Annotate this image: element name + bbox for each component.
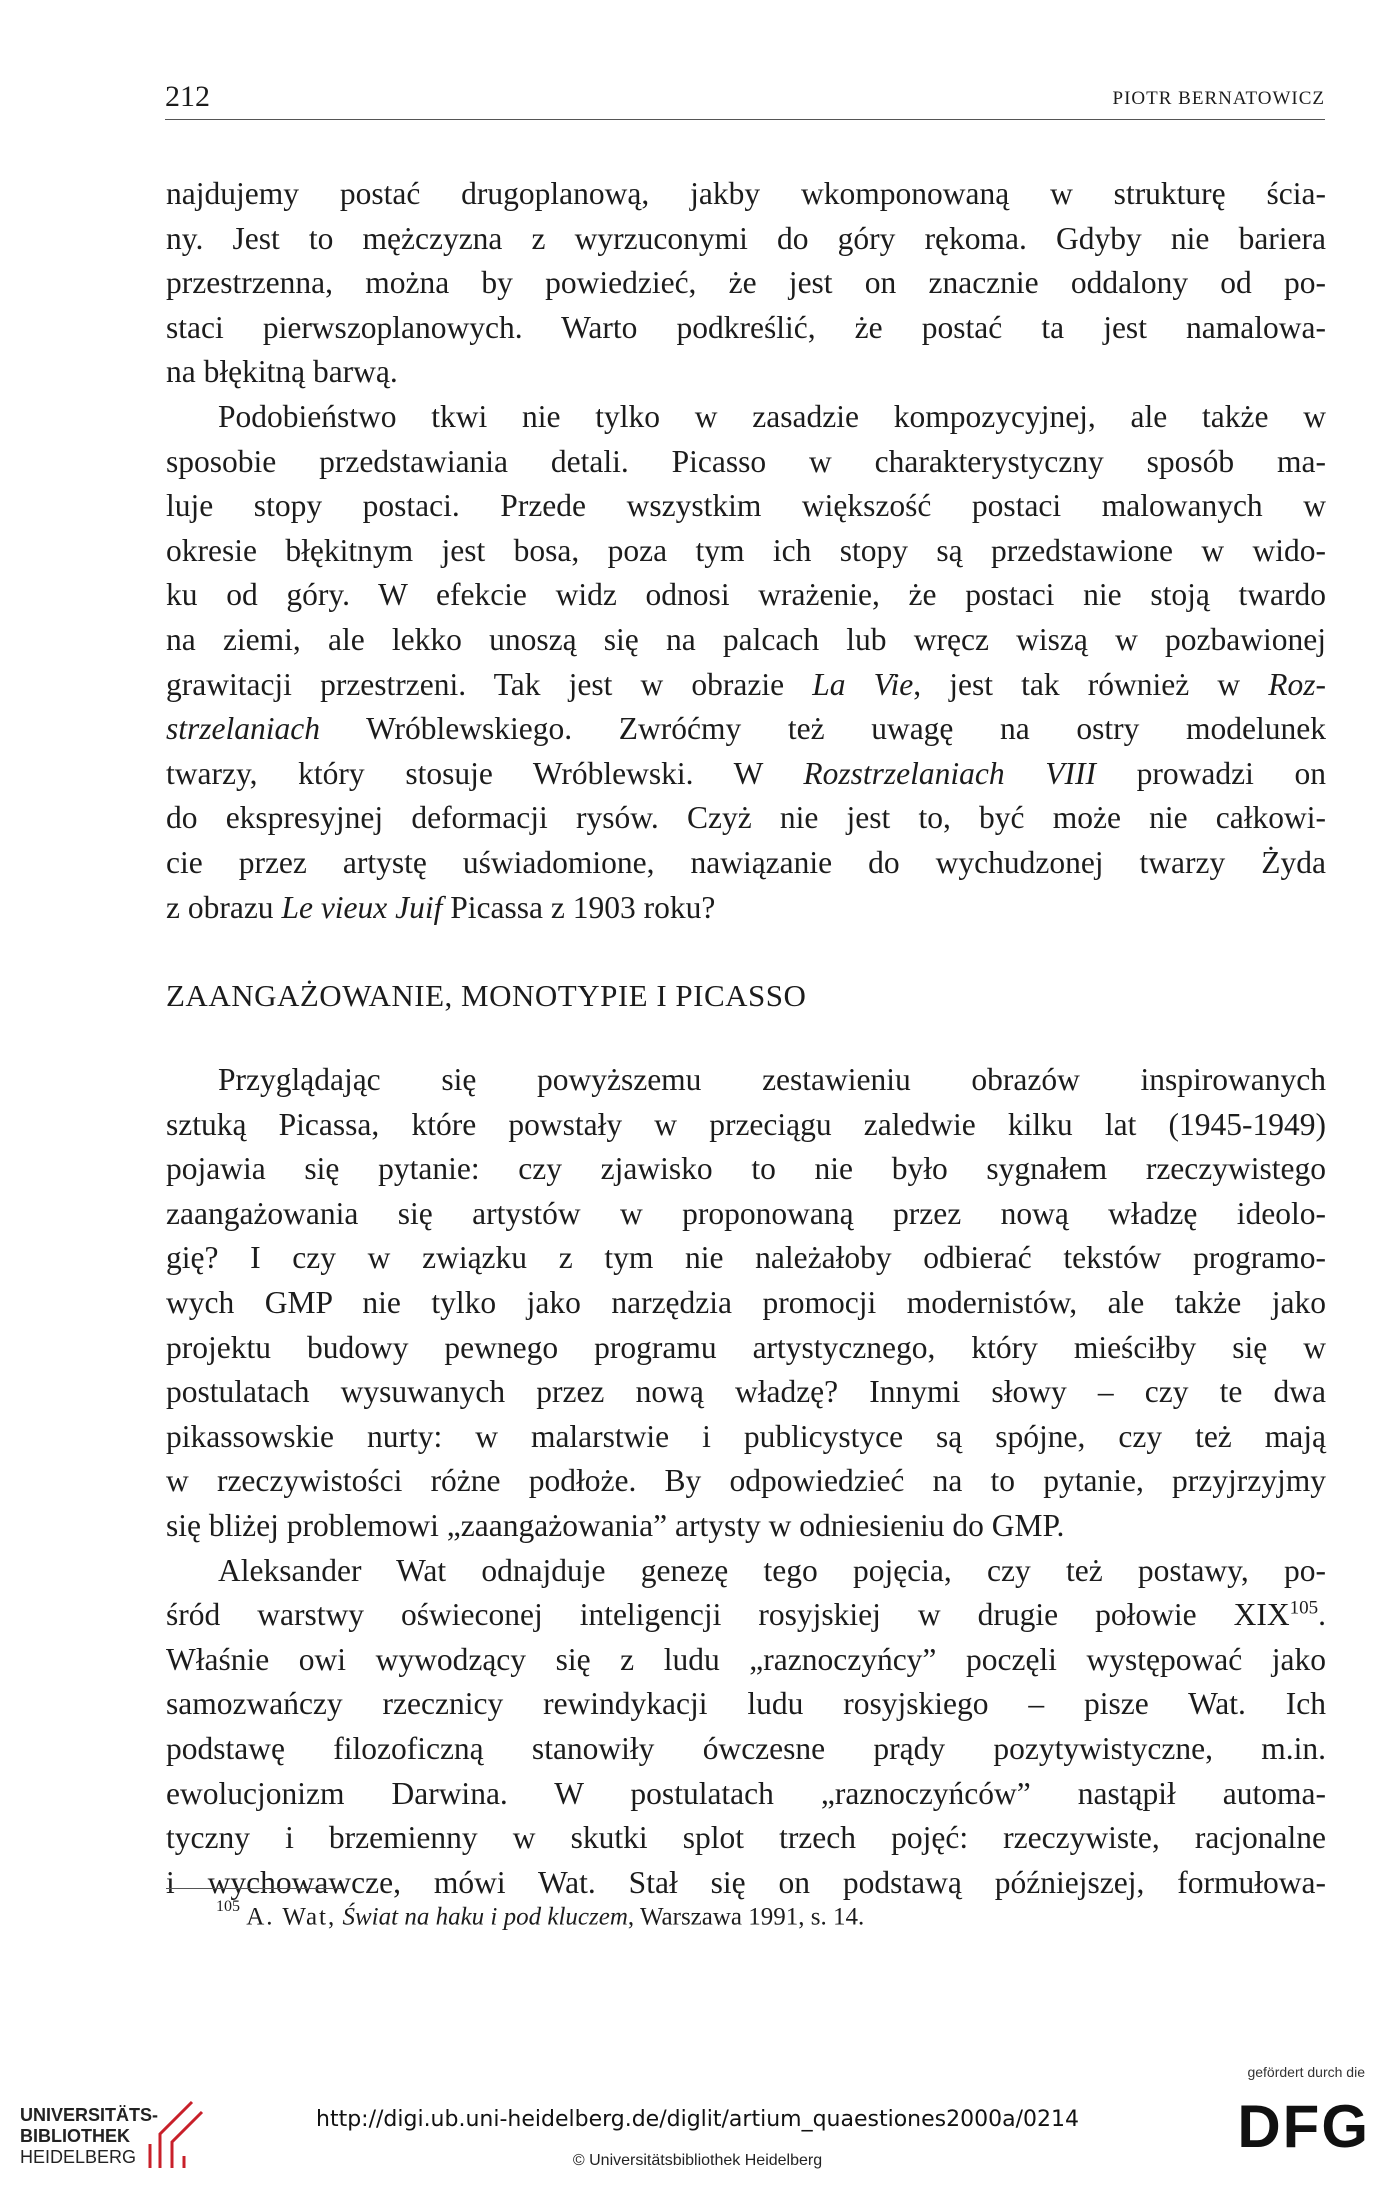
paragraph [166,1058,1326,1549]
text-line: Właśnie owi wywodzący się z ludu „raznoczyńcy” poczęli występować jako [166,1641,1326,1677]
dfg-logo: DFG [1237,2093,1370,2160]
text-line: Przyglądając się powyższemu zestawieniu obrazów inspirowanych [218,1062,1326,1097]
running-head: PIOTR BERNATOWICZ [1112,88,1325,109]
text-line: Podobieństwo tkwi nie tylko w zasadzie kompozycyjnej, ale także w [218,398,1326,434]
footnote [216,1898,865,1931]
paragraph [166,172,1326,395]
body-text-bottom [166,1058,1326,1905]
footnote-rule [166,1888,341,1889]
funding-note: gefördert durch die [1247,2064,1365,2080]
italic-title: La Vie [812,666,914,702]
text-line: sposobie przedstawiania detali. Picasso w charakterystyczny sposób ma- [166,443,1326,479]
text-line: się bliżej problemowi „zaangażowania” artysty w odniesieniu do GMP. [166,1507,1065,1543]
footnote-author: A. Wat, [246,1903,337,1931]
text-line: najdujemy postać drugoplanową, jakby wkomponowaną w strukturę ścia- [166,176,1326,211]
text-line: pikassowskie nurty: w malarstwie i publicystyce są spójne, czy też mają [166,1418,1326,1454]
text-line: cie przez artystę uświadomione, nawiązanie do wychudzonej twarzy Żyda [166,844,1326,880]
text-line: śród warstwy oświeconej inteligencji rosyjskiej w drugie połowie XIX$^{105}$. [166,1597,1326,1633]
paragraph [166,1549,1326,1906]
copyright: © Universitätsbibliothek Heidelberg [572,2152,823,2169]
text-line: i wychowawcze, mówi Wat. Stał się on podstawą późniejszej, formułowa- [166,1864,1326,1900]
page-header [165,80,1325,120]
text-line: grawitacji przestrzeni. Tak jest w obrazie La Vie, jest tak również w Roz- [166,666,1326,702]
text-line: sztuką Picassa, które powstały w przeciągu zaledwie kilku lat (1945-1949) [166,1106,1326,1142]
text-line: Aleksander Wat odnajduje genezę tego pojęcia, czy też postawy, po- [218,1552,1326,1588]
text-line: do ekspresyjnej deformacji rysów. Czyż nie jest to, być może nie całkowi- [166,800,1326,836]
body-text-top [166,172,1326,930]
section-heading: ZAANGAŻOWANIE, MONOTYPIE I PICASSO [166,978,807,1013]
text-line: na błękitną barwą. [166,354,398,390]
text-line: okresie błękitnym jest bosa, poza tym ich stopy są przedstawione w wido- [166,532,1326,568]
text-line: podstawę filozoficzną stanowiły ówczesne prądy pozytywistyczne, m.in. [166,1730,1326,1766]
library-logo: UNIVERSITÄTS- BIBLIOTHEK HEIDELBERG [20,2105,159,2167]
text-line: w rzeczywistości różne podłoże. By odpowiedzieć na to pytanie, przyjrzyjmy [166,1463,1326,1499]
text-line: luje stopy postaci. Przede wszystkim większość postaci malowanych w [166,488,1326,524]
text-line: na ziemi, ale lekko unoszą się na palcach lub wręcz wiszą w pozbawionej [166,621,1326,657]
footnote-title: Świat na haku i pod kluczem [342,1903,628,1931]
text-line: gię? I czy w związku z tym nie należałoby odbierać tekstów programo- [166,1240,1326,1276]
footnote-reference: 105 [1289,1597,1319,1619]
text-line: ku od góry. W efekcie widz odnosi wrażenie, że postaci nie stoją twardo [166,577,1326,613]
text-line: postulatach wysuwanych przez nową władzę? Innymi słowy – czy te dwa [166,1374,1326,1410]
text-line: ewolucjonizm Darwina. W postulatach „raznoczyńców” nastąpił automa- [166,1775,1326,1811]
digitization-footer [0,2050,1395,2185]
footnote-rest: , Warszawa 1991, s. 14. [627,1903,865,1931]
text-line: wych GMP nie tylko jako narzędzia promocji modernistów, ale także jako [166,1284,1326,1320]
text-line: z obrazu Le vieux Juif Picassa z 1903 roku? [166,889,716,925]
header-rule [165,119,1325,120]
italic-title: strzelaniach [166,711,320,747]
permalink[interactable]: http://digi.ub.uni-heidelberg.de/diglit/artium_quaestiones2000a/0214 [316,2107,1079,2132]
text-line: zaangażowania się artystów w proponowaną przez nową władzę ideolo- [166,1195,1326,1231]
text-line: strzelaniach Wróblewskiego. Zwróćmy też uwagę na ostry modelunek [166,711,1326,747]
text-line: staci pierwszoplanowych. Warto podkreślić, że postać ta jest namalowa- [166,309,1326,345]
page-number: 212 [165,80,210,113]
paragraph [166,395,1326,930]
text-line: pojawia się pytanie: czy zjawisko to nie było sygnałem rzeczywistego [166,1151,1326,1187]
text-line: ny. Jest to mężczyzna z wyrzuconymi do góry rękoma. Gdyby nie bariera [166,220,1326,256]
italic-title: Rozstrzelaniach VIII [803,755,1096,791]
text-line: przestrzenna, można by powiedzieć, że jest on znacznie oddalony od po- [166,265,1326,301]
footnote-number: 105 [216,1898,240,1915]
text-line: twarzy, który stosuje Wróblewski. W Rozstrzelaniach VIII prowadzi on [166,755,1327,791]
text-line: tyczny i brzemienny w skutki splot trzech pojęć: rzeczywiste, racjonalne [166,1820,1326,1856]
text-line: projektu budowy pewnego programu artystycznego, który mieściłby się w [166,1329,1326,1365]
italic-title: Roz- [1268,666,1326,702]
italic-title: Le vieux Juif [281,889,443,925]
text-line: samozwańczy rzecznicy rewindykacji ludu rosyjskiego – pisze Wat. Ich [166,1686,1326,1722]
